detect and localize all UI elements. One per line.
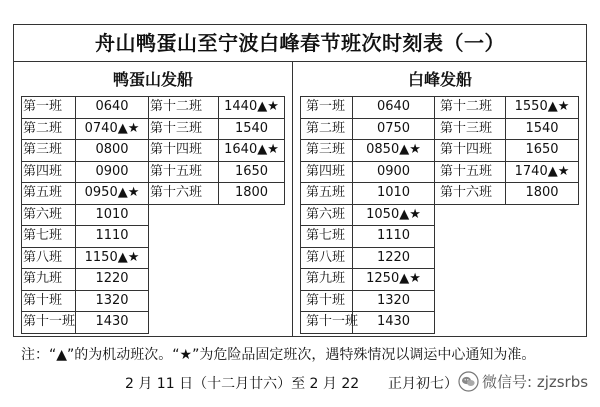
empty-cell — [219, 247, 285, 269]
trip-label: 第二班 — [22, 118, 76, 140]
trip-label: 第三班 — [301, 140, 353, 162]
empty-cell — [506, 312, 579, 334]
date-range-end: 正月初七） — [388, 376, 458, 392]
trip-label: 第十二班 — [435, 97, 506, 119]
section-divider — [292, 61, 293, 336]
departure-time: 0850▲★ — [353, 140, 435, 162]
schedule-row — [22, 226, 285, 248]
schedule-row — [301, 97, 579, 119]
departure-time: 1440▲★ — [219, 97, 285, 119]
empty-cell — [149, 290, 219, 312]
departure-time: 1430 — [353, 312, 435, 334]
schedule-body — [22, 97, 285, 334]
schedule-table-baifeng — [300, 96, 579, 334]
departure-time: 1010 — [353, 183, 435, 205]
empty-cell — [219, 204, 285, 226]
departure-time: 1220 — [353, 247, 435, 269]
trip-label: 第六班 — [301, 204, 353, 226]
schedule-row — [301, 161, 579, 183]
schedule-table-yadanshan — [21, 96, 285, 334]
empty-cell — [149, 269, 219, 291]
schedule-row — [22, 312, 285, 334]
departure-time: 1320 — [76, 290, 149, 312]
trip-label: 第八班 — [301, 247, 353, 269]
empty-cell — [435, 247, 506, 269]
trip-label: 第十六班 — [435, 183, 506, 205]
trip-label: 第十班 — [22, 290, 76, 312]
trip-label: 第十六班 — [149, 183, 219, 205]
watermark-text: 微信号: zjzsrbs — [482, 373, 589, 391]
departure-time: 1540 — [506, 118, 579, 140]
schedule-row — [22, 183, 285, 205]
departure-time: 0640 — [353, 97, 435, 119]
trip-label: 第一班 — [301, 97, 353, 119]
schedule-row — [22, 269, 285, 291]
page-title: 舟山鸭蛋山至宁波白峰春节班次时刻表（一） — [14, 25, 586, 62]
departure-time: 1250▲★ — [353, 269, 435, 291]
date-range-start: 2 月 11 日（十二月廿六）至 2 月 22 — [125, 376, 360, 392]
trip-label: 第七班 — [301, 226, 353, 248]
trip-label: 第十三班 — [149, 118, 219, 140]
trip-label: 第七班 — [22, 226, 76, 248]
wechat-logo-icon — [458, 371, 479, 392]
trip-label: 第十四班 — [435, 140, 506, 162]
departure-time: 1540 — [219, 118, 285, 140]
empty-cell — [149, 226, 219, 248]
departure-time: 1110 — [76, 226, 149, 248]
trip-label: 第五班 — [301, 183, 353, 205]
schedule-row — [22, 247, 285, 269]
schedule-row — [301, 247, 579, 269]
departure-time: 1150▲★ — [76, 247, 149, 269]
empty-cell — [149, 204, 219, 226]
empty-cell — [219, 269, 285, 291]
trip-label: 第二班 — [301, 118, 353, 140]
empty-cell — [435, 312, 506, 334]
footnote: 注：“▲”的为机动班次。“★”为危险品固定班次，遇特殊情况以调运中心通知为准。 — [21, 347, 536, 363]
trip-label: 第十五班 — [149, 161, 219, 183]
departure-time: 0800 — [76, 140, 149, 162]
empty-cell — [219, 226, 285, 248]
departure-time: 1740▲★ — [506, 161, 579, 183]
schedule-body — [301, 97, 579, 334]
schedule-row — [22, 118, 285, 140]
schedule-row — [301, 183, 579, 205]
empty-cell — [506, 290, 579, 312]
section-heading-yadanshan: 鸭蛋山发船 — [112, 70, 193, 89]
trip-label: 第十二班 — [149, 97, 219, 119]
schedule-row — [301, 269, 579, 291]
empty-cell — [435, 226, 506, 248]
schedule-row — [301, 226, 579, 248]
empty-cell — [435, 269, 506, 291]
empty-cell — [149, 312, 219, 334]
trip-label: 第十五班 — [435, 161, 506, 183]
trip-label: 第一班 — [22, 97, 76, 119]
empty-cell — [435, 290, 506, 312]
trip-label: 第十一班 — [22, 312, 76, 334]
trip-label: 第四班 — [22, 161, 76, 183]
departure-time: 0900 — [76, 161, 149, 183]
schedule-row — [22, 97, 285, 119]
schedule-row — [301, 140, 579, 162]
empty-cell — [435, 204, 506, 226]
trip-label: 第八班 — [22, 247, 76, 269]
schedule-row — [22, 140, 285, 162]
schedule-row — [301, 204, 579, 226]
departure-time: 1650 — [506, 140, 579, 162]
trip-label: 第三班 — [22, 140, 76, 162]
departure-time: 1050▲★ — [353, 204, 435, 226]
schedule-row — [22, 204, 285, 226]
trip-label: 第六班 — [22, 204, 76, 226]
trip-label: 第十班 — [301, 290, 353, 312]
trip-label: 第十三班 — [435, 118, 506, 140]
departure-time: 0640 — [76, 97, 149, 119]
empty-cell — [506, 269, 579, 291]
departure-time: 1640▲★ — [219, 140, 285, 162]
empty-cell — [219, 312, 285, 334]
departure-time: 1110 — [353, 226, 435, 248]
trip-label: 第九班 — [301, 269, 353, 291]
departure-time: 1550▲★ — [506, 97, 579, 119]
schedule-row — [301, 290, 579, 312]
departure-time: 0740▲★ — [76, 118, 149, 140]
schedule-row — [22, 161, 285, 183]
schedule-row — [301, 312, 579, 334]
departure-time: 1010 — [76, 204, 149, 226]
empty-cell — [149, 247, 219, 269]
departure-time: 1650 — [219, 161, 285, 183]
empty-cell — [506, 226, 579, 248]
trip-label: 第五班 — [22, 183, 76, 205]
departure-time: 0950▲★ — [76, 183, 149, 205]
schedule-row — [301, 118, 579, 140]
empty-cell — [506, 204, 579, 226]
schedule-row — [22, 290, 285, 312]
departure-time: 0750 — [353, 118, 435, 140]
empty-cell — [219, 290, 285, 312]
trip-label: 第十四班 — [149, 140, 219, 162]
departure-time: 0900 — [353, 161, 435, 183]
departure-time: 1220 — [76, 269, 149, 291]
trip-label: 第九班 — [22, 269, 76, 291]
trip-label: 第四班 — [301, 161, 353, 183]
empty-cell — [506, 247, 579, 269]
departure-time: 1320 — [353, 290, 435, 312]
departure-time: 1430 — [76, 312, 149, 334]
section-heading-baifeng: 白峰发船 — [407, 70, 472, 89]
trip-label: 第十一班 — [301, 312, 353, 334]
departure-time: 1800 — [219, 183, 285, 205]
departure-time: 1800 — [506, 183, 579, 205]
